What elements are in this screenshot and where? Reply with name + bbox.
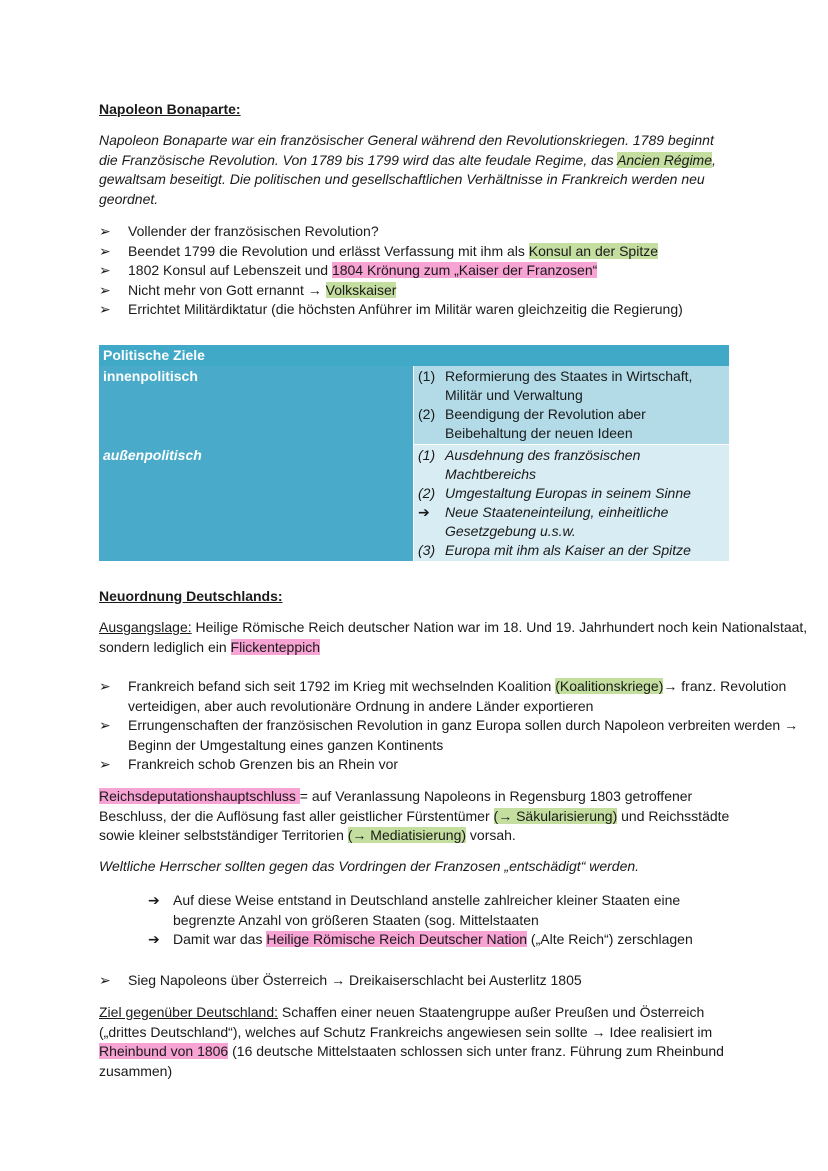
highlight-saekularisierung: (→ Säkularisierung): [493, 807, 618, 824]
list-item: ➔ Neue Staateneinteilung, einheitliche Gesetzgebung u.s.w.: [418, 504, 669, 539]
row-label-innenpolitisch: innenpolitisch: [99, 366, 414, 445]
highlight-ancien-regime: Ancien Régime: [617, 151, 712, 168]
highlight-rheinbund: Rheinbund von 1806: [99, 1043, 229, 1059]
list-item: ➢ Errungenschaften der französischen Revolution in ganz Europa sollen durch Napoleon verbreiten werden → Beginn der Umgestaltung eines ganzen Kontinents: [99, 717, 799, 753]
list-item: (1) Ausdehnung des französischen Machtbereichs: [418, 447, 641, 482]
intro-text-a: Napoleon Bonaparte war ein französischer General während den Revolutionskriegen. 1789 beginnt die Französische Revolution. Von 1789 bis 1799 wird das alte feudale Regime, das: [99, 132, 714, 168]
intro-paragraph: [99, 131, 719, 209]
bullet-marker-icon: ➢: [99, 223, 111, 239]
list-item: ➢ Vollender der französischen Revolution?: [99, 222, 739, 242]
list-item: ➔ Damit war das Heilige Römische Reich Deutscher Nation („Alte Reich“) zerschlagen: [148, 930, 708, 950]
weltliche-herrscher-text: Weltliche Herrscher sollten gegen das Vordringen der Franzosen „entschädigt“ werden.: [99, 858, 640, 874]
highlight-flickenteppich: Flickenteppich: [230, 638, 321, 655]
bullet-marker-icon: ➢: [99, 972, 111, 988]
politische-ziele-table: [99, 345, 729, 561]
row-label-aussenpolitisch: außenpolitisch: [99, 445, 414, 562]
highlight-kroenung: 1804 Krönung zum „Kaiser der Franzosen“: [331, 262, 598, 278]
highlight-konsul: Konsul an der Spitze: [528, 242, 658, 259]
frankreich-bullet-list: [99, 677, 805, 775]
arrow-list: [148, 891, 708, 950]
table-header: Politische Ziele: [99, 345, 729, 366]
intro-text-b: , gewaltsam beseitigt. Die politischen und gesellschaftlichen Verhältnisse in Frankreich werden neu geordnet.: [99, 151, 716, 207]
heading-neuordnung: Neuordnung Deutschlands:: [99, 588, 283, 604]
row-content-aussenpolitisch: [414, 445, 730, 562]
ausgangslage-label: Ausgangslage:: [99, 619, 192, 635]
bullet-marker-icon: ➢: [99, 678, 111, 694]
highlight-koalitionskriege: (Koalitionskriege): [555, 678, 664, 694]
ziel-label: Ziel gegenüber Deutschland:: [99, 1004, 279, 1020]
arrow-icon: ➔: [148, 892, 160, 908]
bullet-marker-icon: ➢: [99, 242, 111, 259]
ausgangslage-paragraph: Ausgangslage: Heilige Römische Reich deutscher Nation war im 18. Und 19. Jahrhundert noch kein Nationalstaat, sondern lediglich ein Flickenteppich: [99, 619, 808, 655]
list-item: ➢ Sieg Napoleons über Österreich → Dreikaiserschlacht bei Austerlitz 1805: [99, 971, 739, 991]
list-item: ➢ Beendet 1799 die Revolution und erlässt Verfassung mit ihm als Konsul an der Spitze: [99, 242, 739, 262]
table-header-row: [99, 345, 729, 366]
ziel-paragraph: Ziel gegenüber Deutschland: Schaffen einer neuen Staatengruppe außer Preußen und Österreich („drittes Deutschland“), welches auf Schutz Frankreichs angewiesen sein sollte → Idee realisiert im Rheinbund von 1806 (16 deutsche Mittelstaaten schlossen sich unter franz. Führung zum Rheinbund zusammen): [99, 1004, 724, 1079]
list-item: (3) Europa mit ihm als Kaiser an der Spitze: [418, 542, 691, 558]
reichsdeputation-paragraph: Reichsdeputationshauptschluss = auf Veranlassung Napoleons in Regensburg 1803 getroffener Beschluss, der die Auflösung fast aller geistlicher Fürstentümer (→ Säkularisierung) und Reichsstädte sowie kleiner selbstständiger Territorien (→ Mediatisierung) vorsah.: [99, 788, 730, 843]
highlight-reichsdeputationshauptschluss: Reichsdeputationshauptschluss: [99, 788, 300, 804]
list-item: (2) Beendigung der Revolution aber Beibehaltung der neuen Ideen: [418, 406, 646, 441]
table-row: [99, 366, 729, 445]
bullet-marker-icon: ➢: [99, 262, 111, 278]
bullet-marker-icon: ➢: [99, 301, 111, 317]
list-item: ➢ Nicht mehr von Gott ernannt → Volkskaiser: [99, 281, 739, 301]
arrow-icon: ➔: [418, 504, 430, 520]
sieg-bullet-list: [99, 971, 739, 991]
table-row: [99, 445, 729, 562]
list-item: ➢ Frankreich befand sich seit 1792 im Krieg mit wechselnden Koalition (Koalitionskriege)→ franz. Revolution verteidigen, aber auch revolutionäre Ordnung in andere Länder exportieren: [99, 678, 787, 714]
list-item: (1) Reformierung des Staates in Wirtschaft, Militär und Verwaltung: [418, 368, 693, 403]
row-content-innenpolitisch: [414, 366, 730, 445]
bullet-marker-icon: ➢: [99, 281, 111, 298]
bullet-marker-icon: ➢: [99, 717, 111, 733]
napoleon-bullet-list: [99, 222, 739, 320]
list-item: ➢ Frankreich schob Grenzen bis an Rhein vor: [99, 755, 805, 775]
list-item: ➔ Auf diese Weise entstand in Deutschland anstelle zahlreicher kleiner Staaten eine begrenzte Anzahl von größeren Staaten (sog. Mittelstaaten: [148, 892, 681, 928]
highlight-mediatisierung: (→ Mediatisierung): [347, 827, 467, 843]
bullet-marker-icon: ➢: [99, 756, 111, 772]
heading-napoleon: Napoleon Bonaparte:: [99, 101, 241, 117]
arrow-icon: ➔: [148, 931, 160, 947]
list-item: ➢ 1802 Konsul auf Lebenszeit und 1804 Krönung zum „Kaiser der Franzosen“: [99, 261, 739, 281]
highlight-volkskaiser: Volkskaiser: [325, 281, 397, 298]
list-item: ➢ Errichtet Militärdiktatur (die höchsten Anführer im Militär waren gleichzeitig die Regierung): [99, 300, 739, 320]
highlight-heiliges-reich: Heilige Römische Reich Deutscher Nation: [266, 931, 528, 947]
list-item: (2) Umgestaltung Europas in seinem Sinne: [418, 485, 691, 501]
